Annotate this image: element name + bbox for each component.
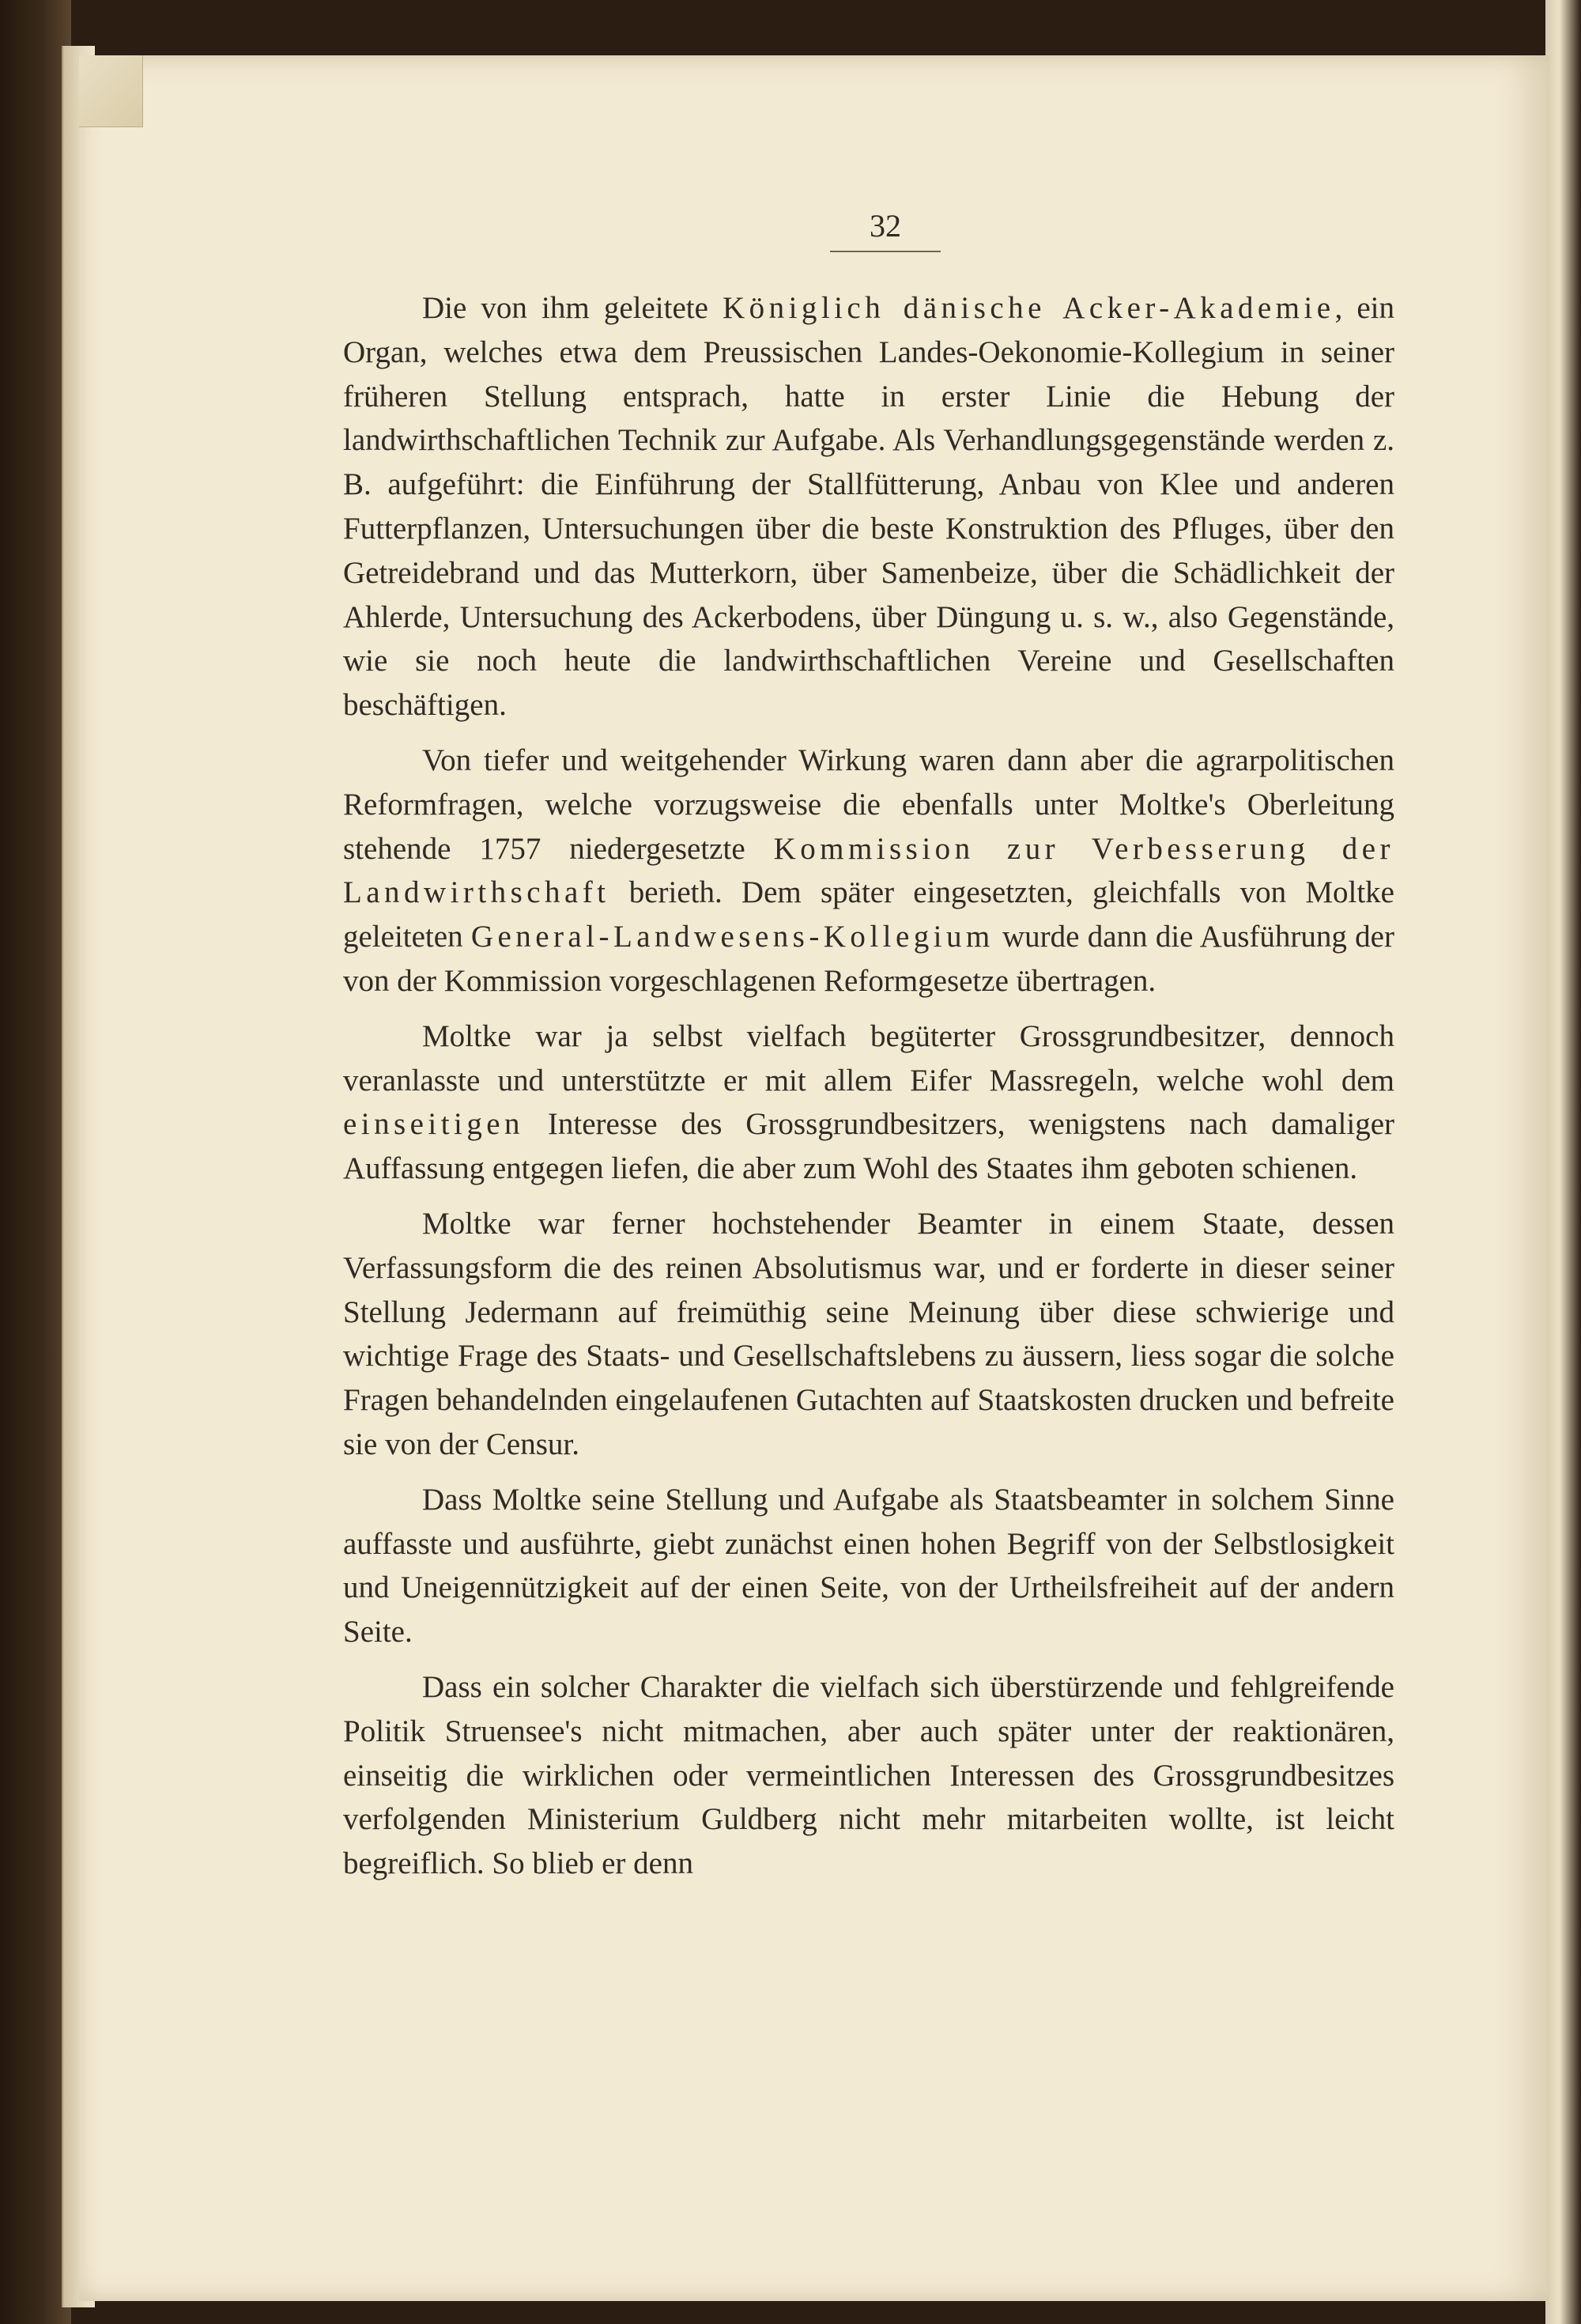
paragraph-2 [343,739,1394,1003]
text-run: , ein Organ, welches etwa dem Preussischen Landes-Oekonomie-Kollegium in seiner früheren Stellung entsprach, hatte in erster Linie die Hebung der landwirthschaftlichen Technik zur Aufgabe. Als Verhandlungsgegenstände werden z. B. aufgeführt: die Einführung der Stallfütterung, Anbau von Klee und anderen Futterpflanzen, Untersuchungen über die beste Konstruktion des Pfluges, über den Getreidebrand und das Mutterkorn, über Samenbeize, über die Schädlichkeit der Ahlerde, Untersuchung des Ackerbodens, über Düngung u. s. w., also Gegenstände, wie sie noch heute die landwirthschaftlichen Vereine und Gesellschaften beschäftigen. [343,291,1394,723]
paragraph-5: Dass Moltke seine Stellung und Aufgabe als Staatsbeamter in solchem Sinne auffasste und ausführte, giebt zunächst einen hohen Begriff von der Selbstlosigkeit und Uneigennützigkeit auf der einen Seite, von der Urtheilsfreiheit auf der andern Seite. [343,1482,1394,1649]
text-run: wurde dann die Ausführung der von der Kommission vorgeschlagenen Reformgesetze übertragen. [343,920,1394,998]
page-number: 32 [830,207,941,252]
spaced-term: Königlich dänische Acker-Akademie [723,291,1335,325]
text-run: Moltke war ja selbst vielfach begüterter Grossgrundbesitzer, dennoch veranlasste und unterstützte er mit allem Eifer Massregeln, welche wohl dem [343,1018,1394,1098]
body-text [343,286,1394,1897]
paragraph-1 [343,286,1394,727]
facing-page-edge [1545,0,1581,2324]
text-run: Von tiefer und weitgehender Wirkung waren dann aber die agrarpolitischen Reformfragen, welche vorzugsweise die ebenfalls unter Moltke's Oberleitung stehende 1757 niedergesetzte [343,743,1394,866]
paragraph-6: Dass ein solcher Charakter die vielfach sich überstürzende und fehlgreifende Politik Struensee's nicht mitmachen, aber auch später unter der reaktionären, einseitig die wirklichen oder vermeintlichen Interessen des Grossgrundbesitzes verfolgenden Ministerium Guldberg nicht mehr mitarbeiten wollte, ist leicht begreiflich. So blieb er denn [343,1669,1394,1881]
folded-corner [79,55,143,127]
spaced-term: einseitigen [343,1107,525,1142]
text-run: berieth. Dem später eingesetzten, gleichfalls von Moltke geleiteten [343,875,1394,954]
text-run: Die von ihm geleitete [422,291,723,325]
book-spine [0,0,71,2324]
text-run: Interesse des Grossgrundbesitzers, wenigstens nach damaliger Auffassung entgegen liefen, die aber zum Wohl des Staates ihm geboten schienen. [343,1107,1394,1186]
spaced-term: Kommission zur Verbesserung der Landwirthschaft [343,831,1394,910]
spaced-term: General-Landwesens-Kollegium [470,920,994,954]
paragraph-4: Moltke war ferner hochstehender Beamter in einem Staate, dessen Verfassungsform die des reinen Absolutismus war, und er forderte in dieser seiner Stellung Jedermann auf freimüthig seine Meinung über diese schwierige und wichtige Frage des Staats- und Gesellschaftslebens zu äussern, liess sogar die solche Fragen behandelnden eingelaufenen Gutachten auf Staatskosten drucken und befreite sie von der Censur. [343,1206,1394,1461]
paragraph-3 [343,1015,1394,1191]
